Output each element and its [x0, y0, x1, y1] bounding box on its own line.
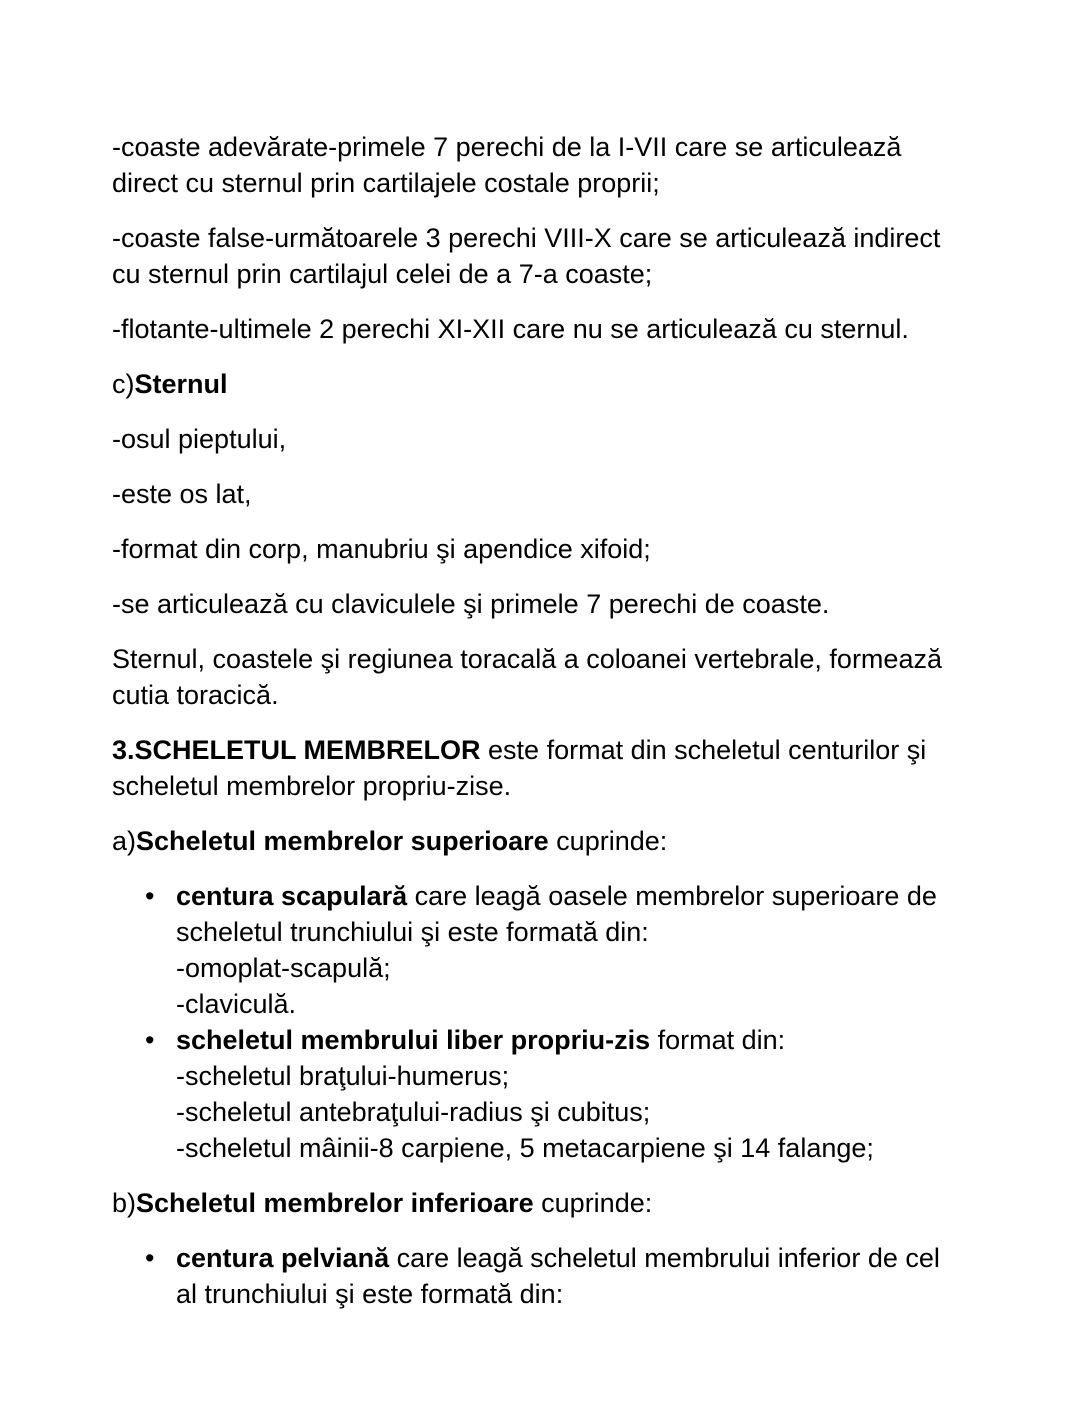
term-description: care leagă scheletul membrului inferior de cel al trunchiului şi este formată din:: [176, 1243, 940, 1309]
list-item-centura-scapulara: [176, 878, 950, 1022]
sub-line: -scheletul braţului-humerus;: [176, 1061, 510, 1091]
document-content: [112, 129, 950, 1312]
paragraph-este-os-lat: -este os lat,: [112, 479, 252, 509]
heading-sternul: [112, 366, 950, 402]
term-bold: centura scapulară: [176, 881, 408, 911]
heading-suffix: cuprinde:: [533, 1188, 653, 1218]
term-description: format din:: [650, 1025, 786, 1055]
term-bold: centura pelviană: [176, 1243, 390, 1273]
list-item-centura-pelviana: [176, 1240, 950, 1312]
term-description: este format din scheletul centurilor şi scheletul membrelor propriu-zise.: [112, 735, 927, 801]
lower-limbs-list: [112, 1240, 950, 1312]
heading-prefix: c): [112, 369, 135, 399]
heading-title: Sternul: [134, 369, 228, 399]
sub-line: -scheletul mâinii-8 carpiene, 5 metacarpiene şi 14 falange;: [176, 1133, 874, 1163]
term-description: care leagă oasele membrelor superioare de scheletul trunchiului şi este formată din:: [176, 881, 937, 947]
heading-suffix: cuprinde:: [548, 826, 668, 856]
paragraph-flotante: -flotante-ultimele 2 perechi XI-XII care nu se articulează cu sternul.: [112, 314, 909, 344]
sub-line: -claviculă.: [176, 989, 297, 1019]
list-item-membru-liber: [176, 1022, 950, 1166]
heading-membre-inferioare: [112, 1185, 950, 1221]
heading-prefix: a): [112, 826, 137, 856]
paragraph-se-articuleaza: -se articulează cu claviculele şi primele 7 perechi de coaste.: [112, 589, 830, 619]
paragraph-osul-pieptului: -osul pieptului,: [112, 424, 287, 454]
heading-prefix: b): [112, 1188, 137, 1218]
paragraph-coaste-adevarate: -coaste adevărate-primele 7 perechi de la I-VII care se articulează direct cu sternul prin cartilajele costale proprii;: [112, 132, 902, 198]
heading-title: Scheletul membrelor superioare: [136, 826, 549, 856]
upper-limbs-list: [112, 878, 950, 1166]
heading-title: Scheletul membrelor inferioare: [136, 1188, 534, 1218]
sub-line: -scheletul antebraţului-radius şi cubitus;: [176, 1097, 651, 1127]
term-bold: 3.SCHELETUL MEMBRELOR: [112, 735, 481, 765]
sub-line: -omoplat-scapulă;: [176, 953, 391, 983]
paragraph-scheletul-membrelor: [112, 732, 950, 804]
paragraph-format-din: -format din corp, manubriu şi apendice xifoid;: [112, 534, 651, 564]
paragraph-coaste-false: -coaste false-următoarele 3 perechi VIII-X care se articulează indirect cu sternul prin cartilajul celei de a 7-a coaste;: [112, 223, 941, 289]
term-bold: scheletul membrului liber propriu-zis: [176, 1025, 651, 1055]
paragraph-cutia-toracica: Sternul, coastele şi regiunea toracală a coloanei vertebrale, formează cutia toracică.: [112, 644, 942, 710]
heading-membre-superioare: [112, 823, 950, 859]
